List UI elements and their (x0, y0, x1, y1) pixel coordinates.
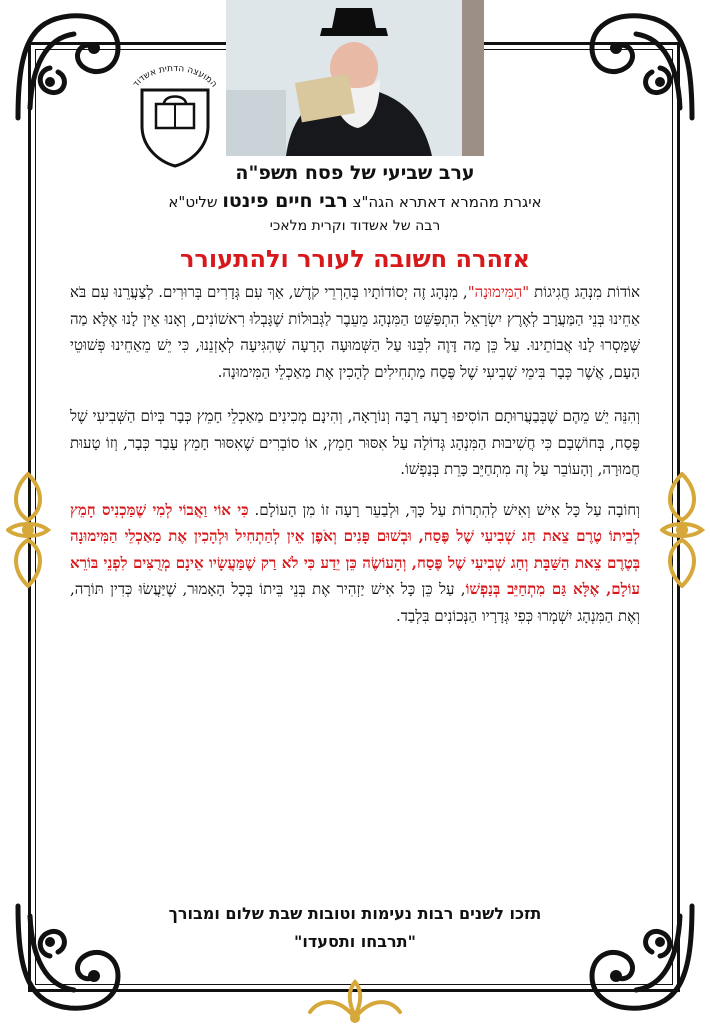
paragraph-3-end: , עַל כֵּן כָּל אִישׁ יַזְהִיר אֶת בְּנֵי בֵּיתוֹ בְּכָל הָאָמוּר, שֶׁיַּעֲשׂוּ כְּדִין תּוֹרָה, וְאֶת הַמִּנְהָג יִשְׁמְרוּ כְּפִי גְּדָרָיו הַנְּכוֹנִים בִּלְבַד. (70, 580, 640, 625)
logo-text: המועצה הדתית אשדוד (131, 63, 219, 90)
rabbi-photo (226, 0, 484, 156)
paragraph-3-warning: כִּי אוֹי וַאֲבוֹי לְמִי שֶׁמַּכְנִיס חָמֵץ לְבֵיתוֹ טֶרֶם צֵאת חַג שְׁבִיעִי שֶׁל פֶּסַח, וּבְשׁוּם פָּנִים וְאֹפֶן אֵין לְהַתְחִיל וּלְהָכִין אֶת מַאַכְלֵי הַמִּימוּנָה בְּטֶרֶם צֵאת הַשַּׁבָּת וְחַג שְׁבִיעִי שֶׁל פֶּסַח, וְהָעוֹשֶׂה כֵּן יֵדַע כִּי לֹא רַק שֶׁמַּעֲשָׂיו אֵינָם מְרֻצִּים לִפְנֵי בּוֹרֵא עוֹלָם, אֶלָּא גַּם מִתְחַיֵּב בְּנַפְשׁוֹ (70, 500, 640, 598)
council-logo (130, 60, 220, 170)
paragraph-1 (70, 279, 640, 385)
corner-ornament-icon (10, 8, 128, 126)
closing-blessing (70, 900, 640, 956)
closing-line-1: תזכו לשנים רבות נעימות וטובות שבת שלום ומבורך (168, 904, 542, 923)
page-title: אזהרה חשובה לעורר ולהתעורר (179, 245, 531, 273)
rabbi-name: רבי חיים פינטו (222, 190, 348, 212)
paragraph-3 (70, 497, 640, 630)
date-line: ערב שביעי של פסח תשפ"ה (235, 162, 475, 184)
paragraph-3-start: וְחוֹבָה עַל כָּל אִישׁ וְאִישׁ לְהִתְרוֹת עַל כָּךְ, וּלְבַעֵר רָעָה זוֹ מִן הָעוֹלָם. (248, 500, 641, 519)
paragraph-2: וְהִנֵּה יֵשׁ מֵהֶם שֶׁבְּבַעֲרוּתָם הוֹסִיפוּ רָעָה רַבָּה וְנוֹרָאָה, וְהִינָם מְכִינִים מַאַכְלֵי חָמֵץ כְּבָר בְּיוֹם הַשְּׁבִיעִי שֶׁל פֶּסַח, בְּחוֹשְׁבָם כִּי חֲשִׁיבוּת הַמִּנְהָג גְּדוֹלָה עַל אִסּוּר חָמֵץ, אוֹ סוֹבְרִים שֶׁאִסּוּר חָמֵץ עָבַר כְּבָר, וְזוֹ טָעוּת חֲמוּרָה, וְהָעוֹבֵר עַל זֶה מִתְחַיֵּב כָּרֵת בְּנַפְשׁוֹ. (70, 407, 640, 478)
side-flourish-icon (2, 470, 54, 590)
corner-ornament-icon (582, 8, 700, 126)
closing-line-2: "תרבחו ותסעדו" (294, 932, 416, 951)
letter-prefix: איגרת מהמרא דאתרא הגה"צ (352, 193, 542, 211)
rabbi-suffix: שליט"א (168, 193, 218, 211)
paragraph-1-rest: , מִנְהָג זֶה יְסוֹדוֹתָיו בְּהַרְרֵי קֹדֶשׁ, אַךְ עִם גְּדָרִים בְּרוּרִים. לְצַעֲרֵנוּ עִם בֹּא אַחֵינוּ בְּנֵי הַמַּעֲרָב לְאֶרֶץ יִשְׂרָאֵל הִתְפַּשֵּׁט הַמִּנְהָג מֵעֵבֶר לַגְּבוּלוֹת שֶׁגָּבְלוּ רִאשׁוֹנִים, וְאָנוּ אֵין לָנוּ אֶלָּא מַה שֶּׁמָּסְרוּ לָנוּ אֲבוֹתֵינוּ. עַל כֵּן מַה דָּוֶה לִבֵּנוּ עַל הַשְּׁמוּעָה הָרָעָה שֶׁהִגִּיעָה לְאָזְנֵנוּ, כִּי יֵשׁ מֵאַחֵינוּ פְּשׁוּטֵי הָעָם, אֲשֶׁר כְּבָר בִּימֵי שְׁבִיעִי שֶׁל פֶּסַח מַתְחִילִים לְהָכִין אֶת מַאַכְלֵי הַמִּימוּנָה. (70, 283, 640, 381)
paragraph-1-intro: אוֹדוֹת מִנְהַג חֲגִיגוֹת (529, 283, 641, 301)
bottom-flourish-icon (290, 978, 420, 1024)
side-flourish-icon (656, 470, 708, 590)
letter-from-line (70, 188, 640, 215)
role-line: רבה של אשדוד וקרית מלאכי (269, 218, 441, 234)
mimouna-quote: "הַמִּימוּנָה" (467, 283, 530, 301)
letter-content (70, 160, 640, 629)
